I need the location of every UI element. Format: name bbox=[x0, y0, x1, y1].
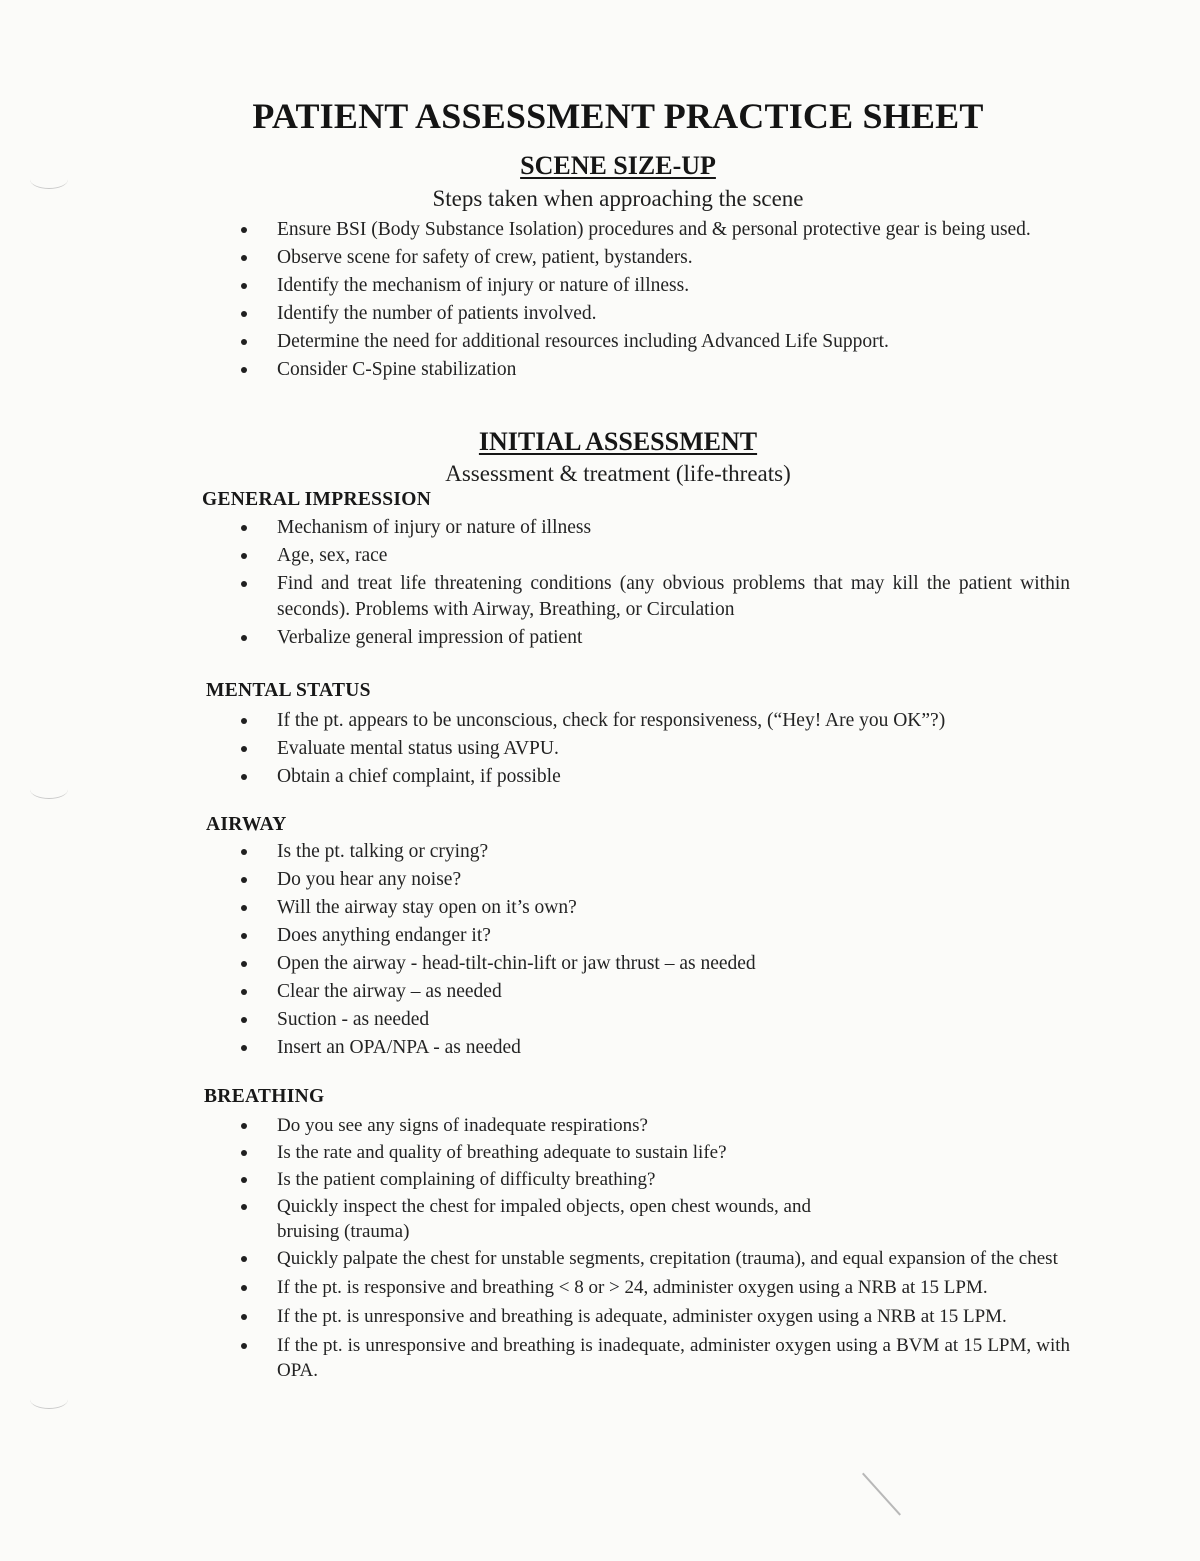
bullet-icon bbox=[241, 877, 247, 883]
list-item: Age, sex, race bbox=[240, 543, 1070, 569]
bullet-icon bbox=[241, 718, 247, 724]
mental-status-heading: MENTAL STATUS bbox=[206, 680, 371, 701]
page-title: PATIENT ASSESSMENT PRACTICE SHEET bbox=[252, 96, 984, 136]
scene-size-up-subheading: Steps taken when approaching the scene bbox=[432, 186, 804, 211]
bullet-icon bbox=[241, 255, 247, 261]
breathing-list bbox=[240, 1113, 1070, 1387]
bullet-icon bbox=[241, 1314, 247, 1320]
list-item: Quickly palpate the chest for unstable segments, crepitation (trauma), and equal expansion of the chest bbox=[240, 1246, 1070, 1271]
bullet-icon bbox=[241, 905, 247, 911]
list-item: Mechanism of injury or nature of illness bbox=[240, 515, 1070, 541]
bullet-icon bbox=[241, 1177, 247, 1183]
list-item: Will the airway stay open on it’s own? bbox=[240, 895, 1070, 921]
bullet-icon bbox=[241, 227, 247, 233]
general-impression-heading: GENERAL IMPRESSION bbox=[202, 489, 432, 510]
bullet-icon bbox=[241, 1343, 247, 1349]
pen-stroke-mark bbox=[862, 1473, 901, 1516]
general-impression-list bbox=[240, 515, 1070, 653]
bullet-icon bbox=[241, 961, 247, 967]
bullet-icon bbox=[241, 774, 247, 780]
list-item: Obtain a chief complaint, if possible bbox=[240, 764, 1070, 790]
bullet-icon bbox=[241, 553, 247, 559]
bullet-icon bbox=[241, 283, 247, 289]
list-item: Does anything endanger it? bbox=[240, 923, 1070, 949]
list-item: If the pt. is unresponsive and breathing is inadequate, administer oxygen using a BVM at 15 LPM, with OPA. bbox=[240, 1333, 1070, 1383]
bullet-icon bbox=[241, 1204, 247, 1210]
list-item: Is the rate and quality of breathing adequate to sustain life? bbox=[240, 1140, 1070, 1165]
bullet-icon bbox=[241, 367, 247, 373]
airway-list bbox=[240, 839, 1070, 1063]
list-item: If the pt. appears to be unconscious, check for responsiveness, (“Hey! Are you OK”?) bbox=[240, 708, 1070, 734]
list-item: Identify the mechanism of injury or nature of illness. bbox=[240, 273, 1070, 299]
bullet-icon bbox=[241, 1256, 247, 1262]
list-item: Is the patient complaining of difficulty breathing? bbox=[240, 1167, 1070, 1192]
hole-punch-mark bbox=[30, 1390, 68, 1409]
list-item: Ensure BSI (Body Substance Isolation) procedures and & personal protective gear is being used. bbox=[240, 217, 1070, 243]
scene-size-up-heading: SCENE SIZE-UP bbox=[520, 151, 716, 180]
list-item: Verbalize general impression of patient bbox=[240, 625, 1070, 651]
bullet-icon bbox=[241, 635, 247, 641]
bullet-icon bbox=[241, 849, 247, 855]
bullet-icon bbox=[241, 1123, 247, 1129]
hole-punch-mark bbox=[30, 780, 68, 799]
bullet-icon bbox=[241, 1285, 247, 1291]
list-item: Insert an OPA/NPA - as needed bbox=[240, 1035, 1070, 1061]
bullet-icon bbox=[241, 1045, 247, 1051]
list-item: Do you see any signs of inadequate respirations? bbox=[240, 1113, 1070, 1138]
bullet-icon bbox=[241, 1150, 247, 1156]
scene-size-up-list bbox=[240, 217, 1070, 385]
list-item: Do you hear any noise? bbox=[240, 867, 1070, 893]
list-item: Identify the number of patients involved. bbox=[240, 301, 1070, 327]
bullet-icon bbox=[241, 933, 247, 939]
initial-assessment-heading: INITIAL ASSESSMENT bbox=[478, 427, 758, 456]
initial-assessment-subheading: Assessment & treatment (life-threats) bbox=[445, 461, 791, 486]
bullet-icon bbox=[241, 339, 247, 345]
bullet-icon bbox=[241, 746, 247, 752]
breathing-heading: BREATHING bbox=[204, 1086, 325, 1107]
list-item: Quickly inspect the chest for impaled objects, open chest wounds, and bruising (trauma) bbox=[240, 1194, 1070, 1244]
bullet-icon bbox=[241, 581, 247, 587]
list-item: If the pt. is responsive and breathing < 8 or > 24, administer oxygen using a NRB at 15 LPM. bbox=[240, 1275, 1070, 1300]
mental-status-list bbox=[240, 708, 1070, 792]
list-item: Clear the airway – as needed bbox=[240, 979, 1070, 1005]
airway-heading: AIRWAY bbox=[206, 814, 287, 835]
list-item: Determine the need for additional resources including Advanced Life Support. bbox=[240, 329, 1070, 355]
list-item: Open the airway - head-tilt-chin-lift or jaw thrust – as needed bbox=[240, 951, 1070, 977]
list-item: Observe scene for safety of crew, patient, bystanders. bbox=[240, 245, 1070, 271]
list-item: Evaluate mental status using AVPU. bbox=[240, 736, 1070, 762]
bullet-icon bbox=[241, 1017, 247, 1023]
list-item: Consider C-Spine stabilization bbox=[240, 357, 1070, 383]
bullet-icon bbox=[241, 989, 247, 995]
list-item: If the pt. is unresponsive and breathing is adequate, administer oxygen using a NRB at 15 LPM. bbox=[240, 1304, 1070, 1329]
list-item: Find and treat life threatening conditions (any obvious problems that may kill the patient within seconds). Problems with Airway, Breathing, or Circulation bbox=[240, 571, 1070, 623]
list-item: Suction - as needed bbox=[240, 1007, 1070, 1033]
list-item: Is the pt. talking or crying? bbox=[240, 839, 1070, 865]
bullet-icon bbox=[241, 525, 247, 531]
bullet-icon bbox=[241, 311, 247, 317]
